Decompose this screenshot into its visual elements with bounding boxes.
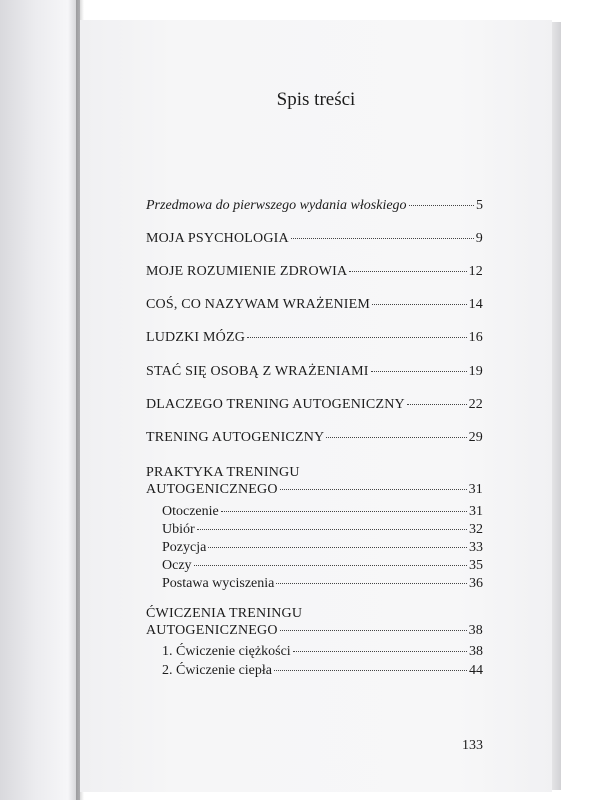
- toc-entry-page: 19: [468, 364, 483, 379]
- toc-entry-page: 33: [469, 540, 483, 555]
- dot-leader: [221, 511, 467, 512]
- toc-entry-page: 22: [468, 397, 483, 412]
- toc-entry-title: 2. Ćwiczenie ciepła: [162, 663, 273, 678]
- toc-entry-moja-psychologia: [146, 230, 483, 247]
- toc-entry-title-line2: AUTOGENICZNEGO: [146, 482, 278, 497]
- toc-entry-title: COŚ, CO NAZYWAM WRAŻENIEM: [146, 297, 371, 312]
- toc-subentry-cwiczenie-ciezkosci: [162, 643, 483, 660]
- toc-entry-page: 16: [468, 330, 483, 345]
- toc-entry-title: Postawa wyciszenia: [162, 576, 275, 591]
- toc-subentry-otoczenie: [162, 503, 483, 520]
- toc-subentry-cwiczenie-ciepla: [162, 662, 483, 679]
- toc-entry-title: Przedmowa do pierwszego wydania włoskiego: [146, 198, 407, 213]
- dot-leader: [371, 371, 467, 372]
- dot-leader: [280, 630, 467, 631]
- toc-entry-ludzki-mozg: [146, 329, 483, 346]
- dot-leader: [247, 337, 467, 338]
- toc-entry-page: 31: [468, 482, 483, 497]
- toc-entry-wrazenie: [146, 296, 483, 313]
- dot-leader: [197, 529, 467, 530]
- toc-entry-praktyka-treningu: [146, 464, 483, 498]
- toc-entry-rozumienie-zdrowia: [146, 263, 483, 280]
- toc-entry-title-line1: PRAKTYKA TRENINGU: [146, 465, 300, 480]
- toc-entry-page: 12: [468, 264, 483, 279]
- toc-entry-title: Ubiór: [162, 522, 195, 537]
- toc-entry-title-line2: AUTOGENICZNEGO: [146, 623, 278, 638]
- toc-entry-title: STAĆ SIĘ OSOBĄ Z WRAŻENIAMI: [146, 364, 369, 379]
- toc-entry-title: Pozycja: [162, 540, 207, 555]
- toc-entry-title: 1. Ćwiczenie ciężkości: [162, 644, 291, 659]
- toc-entry-page: 29: [468, 430, 483, 445]
- dot-leader: [409, 205, 474, 206]
- toc-entry-title: LUDZKI MÓZG: [146, 330, 246, 345]
- toc-entry-page: 31: [469, 504, 483, 519]
- page-edge: [552, 22, 561, 790]
- toc-subentry-ubior: [162, 521, 483, 538]
- dot-leader: [274, 670, 467, 671]
- toc-entry-title: DLACZEGO TRENING AUTOGENICZNY: [146, 397, 405, 412]
- toc-entry-title: Oczy: [162, 558, 192, 573]
- page-title: Spis treści: [276, 89, 356, 110]
- toc-entry-page: 35: [469, 558, 483, 573]
- toc-entry-page: 36: [469, 576, 483, 591]
- page-number: 133: [462, 738, 483, 753]
- toc-entry-dlaczego-trening: [146, 396, 483, 413]
- dot-leader: [326, 437, 466, 438]
- dot-leader: [208, 547, 467, 548]
- toc-entry-page: 32: [469, 522, 483, 537]
- toc-entry-page: 38: [468, 623, 483, 638]
- toc-entry-title: MOJA PSYCHOLOGIA: [146, 231, 289, 246]
- toc-entry-page: 44: [469, 663, 483, 678]
- dot-leader: [372, 304, 467, 305]
- dot-leader: [293, 651, 467, 652]
- toc-entry-cwiczenia-treningu: [146, 605, 483, 639]
- dot-leader: [276, 583, 467, 584]
- dot-leader: [291, 238, 474, 239]
- toc-entry-osoba-z-wrazeniami: [146, 363, 483, 380]
- dot-leader: [349, 271, 466, 272]
- toc-subentry-pozycja: [162, 539, 483, 556]
- toc-entry-page: 5: [476, 198, 483, 213]
- toc-entry-title: Otoczenie: [162, 504, 219, 519]
- book-page: [80, 20, 552, 792]
- toc-entry-page: 14: [468, 297, 483, 312]
- dot-leader: [280, 489, 467, 490]
- toc-subentry-postawa-wyciszenia: [162, 575, 483, 592]
- toc-entry-page: 38: [469, 644, 483, 659]
- toc-entry-title-line1: ĆWICZENIA TRENINGU: [146, 606, 303, 621]
- left-page-spine: [0, 0, 80, 800]
- toc-entry-title: MOJE ROZUMIENIE ZDROWIA: [146, 264, 348, 279]
- dot-leader: [194, 565, 467, 566]
- toc-entry-page: 9: [475, 231, 483, 246]
- toc-entry-preface: [146, 197, 483, 214]
- dot-leader: [407, 404, 467, 405]
- toc-entry-trening-autogeniczny: [146, 429, 483, 446]
- toc-subentry-oczy: [162, 557, 483, 574]
- toc-entry-title: TRENING AUTOGENICZNY: [146, 430, 325, 445]
